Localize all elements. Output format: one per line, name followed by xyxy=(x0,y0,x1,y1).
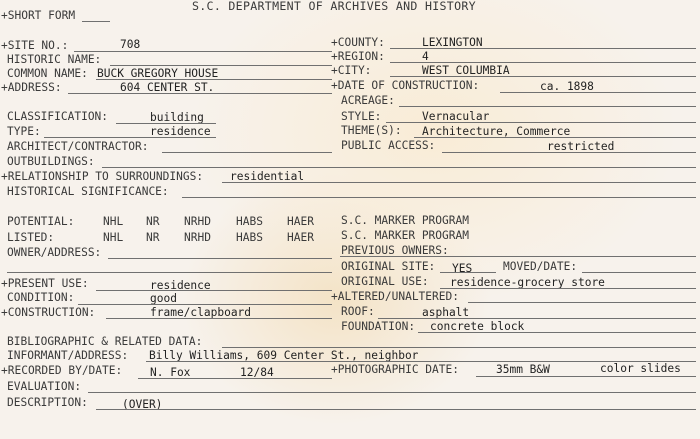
style-label: STYLE: xyxy=(341,110,382,123)
style-value: Vernacular xyxy=(422,110,490,123)
site-no-line xyxy=(74,51,332,52)
roof-label: ROOF: xyxy=(341,305,375,318)
acreage-label: ACREAGE: xyxy=(341,94,395,107)
condition-line xyxy=(78,304,332,305)
city-line xyxy=(390,76,696,77)
listed-haer: HAER xyxy=(287,231,314,244)
present-use-label: +PRESENT USE: xyxy=(1,277,89,290)
bibliographic-label: BIBLIOGRAPHIC & RELATED DATA: xyxy=(7,335,203,348)
type-value: residence xyxy=(150,125,211,138)
public-access-label: PUBLIC ACCESS: xyxy=(341,139,436,152)
roof-value: asphalt xyxy=(422,306,470,319)
common-name-value: BUCK GREGORY HOUSE xyxy=(97,67,219,80)
outbuildings-line xyxy=(102,167,696,168)
relationship-label: +RELATIONSHIP TO SURROUNDINGS: xyxy=(1,170,204,183)
style-line xyxy=(386,122,696,123)
potential-nhl: NHL xyxy=(103,215,124,228)
previous-owners-label: PREVIOUS OWNERS: xyxy=(341,244,449,257)
historic-name-line xyxy=(110,65,332,66)
form-type-label: +SHORT FORM xyxy=(1,9,76,22)
architect-line xyxy=(162,152,332,153)
listed-habs: HABS xyxy=(236,231,263,244)
site-no-value: 708 xyxy=(120,38,141,51)
type-line xyxy=(44,137,216,138)
county-line xyxy=(390,48,696,49)
form-type-line xyxy=(82,21,110,22)
potential-habs: HABS xyxy=(236,215,263,228)
construction-label: +CONSTRUCTION: xyxy=(1,306,96,319)
outbuildings-label: OUTBUILDINGS: xyxy=(7,155,95,168)
themes-line xyxy=(414,137,696,138)
description-label: DESCRIPTION: xyxy=(7,396,88,409)
owner-address-line-1 xyxy=(108,258,332,259)
bibliographic-line xyxy=(222,347,696,348)
informant-label: INFORMANT/ADDRESS: xyxy=(7,349,129,362)
form-title: S.C. DEPARTMENT OF ARCHIVES AND HISTORY xyxy=(192,0,476,13)
altered-line xyxy=(468,302,696,303)
historical-significance-line xyxy=(182,197,696,198)
recorded-by-line xyxy=(138,378,332,379)
date-construction-value: ca. 1898 xyxy=(540,80,594,93)
evaluation-label: EVALUATION: xyxy=(7,380,82,393)
photo-color-value: color slides xyxy=(600,362,681,375)
altered-label: +ALTERED/UNALTERED: xyxy=(331,290,459,303)
county-value: LEXINGTON xyxy=(422,36,483,49)
region-line xyxy=(390,62,696,63)
photo-bw-value: 35mm B&W xyxy=(496,363,550,376)
address-line xyxy=(68,93,332,94)
relationship-value: residential xyxy=(230,170,305,183)
potential-nr: NR xyxy=(146,215,160,228)
potential-nrhd: NRHD xyxy=(184,215,211,228)
original-site-label: ORIGINAL SITE: xyxy=(341,260,436,273)
acreage-line xyxy=(399,106,696,107)
recorded-by-label: +RECORDED BY/DATE: xyxy=(1,364,123,377)
public-access-line xyxy=(442,152,696,153)
potential-label: POTENTIAL: xyxy=(7,215,75,228)
informant-value: Billy Williams, 609 Center St., neighbor xyxy=(149,349,419,362)
sc-marker-label-2: S.C. MARKER PROGRAM xyxy=(341,229,469,242)
original-site-value: YES xyxy=(452,262,473,275)
photographic-date-label: +PHOTOGRAPHIC DATE: xyxy=(331,363,459,376)
condition-label: CONDITION: xyxy=(7,291,75,304)
original-site-line xyxy=(440,272,496,273)
classification-line xyxy=(116,123,216,124)
description-value: (OVER) xyxy=(122,398,163,411)
architect-label: ARCHITECT/CONTRACTOR: xyxy=(7,140,149,153)
address-label: +ADDRESS: xyxy=(1,81,62,94)
site-no-label: +SITE NO.: xyxy=(1,39,69,52)
owner-address-label: OWNER/ADDRESS: xyxy=(7,246,102,259)
relationship-line xyxy=(222,182,696,183)
recorded-date-value: 12/84 xyxy=(240,366,274,379)
photographic-date-line xyxy=(476,376,696,377)
construction-value: frame/clapboard xyxy=(150,306,252,319)
owner-address-line-2 xyxy=(7,272,332,273)
address-value: 604 CENTER ST. xyxy=(120,81,215,94)
region-label: +REGION: xyxy=(331,50,385,63)
themes-value: Architecture, Commerce xyxy=(422,125,571,138)
county-label: +COUNTY: xyxy=(331,36,385,49)
historic-name-label: HISTORIC NAME: xyxy=(7,53,102,66)
previous-owners-line xyxy=(340,256,696,257)
city-label: +CITY: xyxy=(331,64,372,77)
common-name-line xyxy=(96,79,332,80)
themes-label: THEME(S): xyxy=(341,124,402,137)
listed-nhl: NHL xyxy=(103,231,124,244)
potential-haer: HAER xyxy=(287,215,314,228)
date-construction-line xyxy=(500,92,696,93)
public-access-value: restricted xyxy=(547,140,615,153)
classification-value: building xyxy=(150,111,204,124)
recorded-by-value: N. Fox xyxy=(150,366,191,379)
foundation-value: concrete block xyxy=(430,320,525,333)
roof-line xyxy=(378,318,696,319)
original-use-line xyxy=(440,288,696,289)
classification-label: CLASSIFICATION: xyxy=(7,110,109,123)
present-use-line xyxy=(96,290,332,291)
present-use-value: residence xyxy=(150,279,211,292)
moved-date-line xyxy=(582,272,696,273)
description-line xyxy=(96,409,696,410)
type-label: TYPE: xyxy=(7,125,41,138)
condition-value: good xyxy=(150,292,177,305)
original-use-value: residence-grocery store xyxy=(450,276,605,289)
region-value: 4 xyxy=(422,50,429,63)
listed-nrhd: NRHD xyxy=(184,231,211,244)
original-use-label: ORIGINAL USE: xyxy=(341,275,429,288)
common-name-label: COMMON NAME: xyxy=(7,67,88,80)
construction-line xyxy=(106,318,332,319)
historical-significance-label: HISTORICAL SIGNIFICANCE: xyxy=(7,185,169,198)
moved-date-label: MOVED/DATE: xyxy=(503,260,578,273)
listed-nr: NR xyxy=(146,231,160,244)
sc-marker-label-1: S.C. MARKER PROGRAM xyxy=(341,214,469,227)
evaluation-line xyxy=(88,392,696,393)
foundation-label: FOUNDATION: xyxy=(341,320,416,333)
listed-label: LISTED: xyxy=(7,231,55,244)
city-value: WEST COLUMBIA xyxy=(422,64,510,77)
date-construction-label: +DATE OF CONSTRUCTION: xyxy=(331,79,480,92)
foundation-line xyxy=(418,332,696,333)
